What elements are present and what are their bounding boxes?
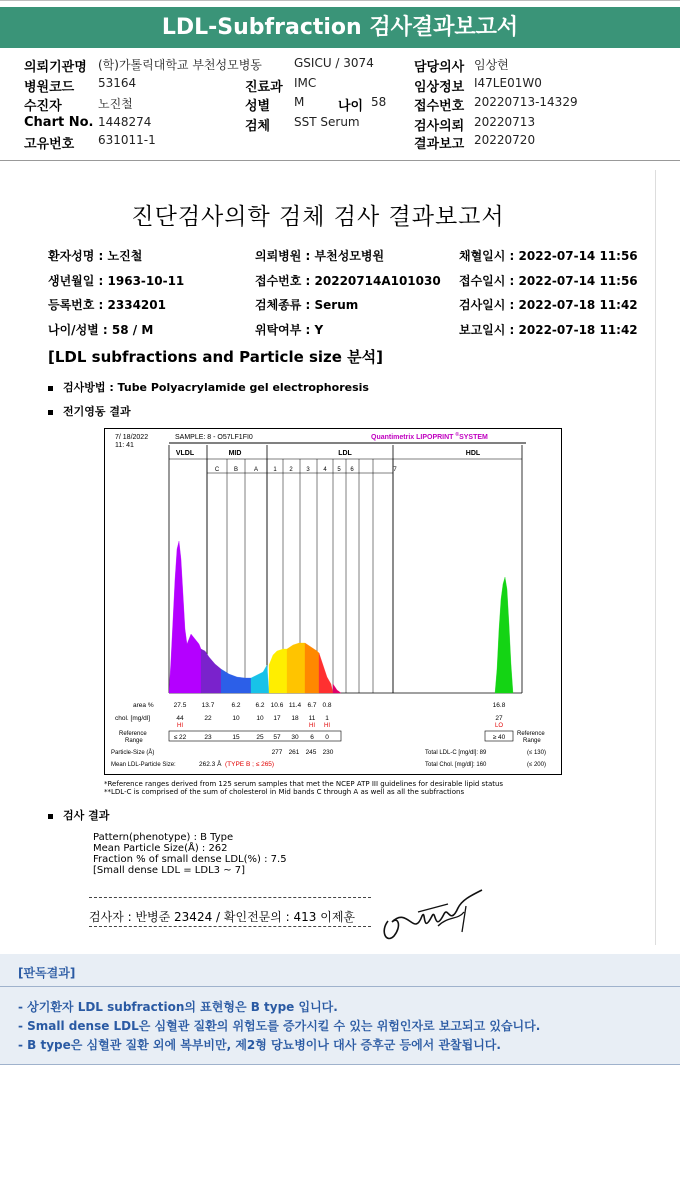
chart-band-label: 1 [273,467,277,473]
header-value: 631011-1 [98,133,156,147]
total-chol: Total Chol. [mg/dl]: 160 [425,762,487,768]
ref-value: 6 [310,734,314,741]
header-value: 노진철 [98,97,133,111]
chart-brand: Quantimetrix LIPOPRINT ®SYSTEM [371,432,488,441]
result-line: Fraction % of small dense LDL(%) : 7.5 [93,854,287,865]
chol-value: 17 [273,715,281,722]
electro-text: 전기영동 결과 [63,405,131,418]
header-value: 임상현 [474,58,509,72]
judgement-title: [판독결과] [18,966,76,980]
mid-c-peak [201,649,221,693]
age-value: 58 [371,95,387,109]
header-label: 병원코드 [24,80,75,95]
ref-label-right: Range [523,738,541,744]
ldl1-peak [269,649,287,693]
age-label: 나이 [338,99,364,114]
header-label: 의뢰기관명 [24,60,87,75]
area-value: 0.8 [322,702,332,709]
divider [0,986,680,987]
particle-size: 277 [271,749,283,756]
area-value: 6.2 [255,702,265,709]
header-value: 20220713-14329 [474,95,578,109]
chol-value: 10 [256,715,264,722]
area-value: 27.5 [173,702,187,709]
header-row [0,133,680,153]
chol-value: 22 [204,715,212,722]
area-value: 6.2 [231,702,241,709]
mean-type: (TYPE B ; ≤ 265) [225,761,275,768]
total-ldl: Total LDL-C [mg/dl]: 89 [425,750,487,756]
header-label: 고유번호 [24,137,75,152]
judgement-line: - Small dense LDL은 심혈관 질환의 위험도를 증가시킬 수 있는 위험인자로 보고되고 있습니다. [18,1019,541,1033]
header-label: 결과보고 [414,137,465,152]
patient-info: 검체종류 : Serum [255,298,359,312]
inspector-line: 검사자 : 반병준 23424 / 확인전문의 : 413 이제훈 [89,910,356,924]
ref-value: ≤ 22 [173,734,187,741]
header-row [0,56,680,76]
ref-value: 30 [291,734,299,741]
patient-info: 접수번호 : 20220714A101030 [255,274,441,288]
header-value: I47LE01W0 [474,76,542,90]
chart-band-label: A [253,467,259,473]
report-sheet [3,170,656,945]
chol-value: 10 [232,715,240,722]
result-heading: 검사 결과 [63,809,110,822]
header-label: Chart No. [24,115,94,130]
header-value: (학)가톨릭대학교 부천성모병동 [98,58,262,72]
patient-info: 등록번호 : 2334201 [48,298,166,312]
chol-flag: HI [177,723,183,729]
patient-info: 나이/성별 : 58 / M [48,323,154,337]
chol-value: 27 [495,715,503,722]
particle-size: 261 [288,749,300,756]
ref-value: 15 [232,734,240,741]
mean-size: 262.3 Å [199,761,222,768]
bullet-icon [48,814,53,819]
chart-band-label: 4 [323,467,327,473]
judgement-line: - B type은 심혈관 질환 외에 복부비만, 제2형 당뇨병이나 대사 증후군 등에서 관찰됩니다. [18,1038,501,1052]
page-title: LDL-Subfraction 검사결과보고서 [0,7,680,48]
header-value: M [294,95,305,109]
divider [89,926,371,927]
chart-group-label: VLDL [175,450,195,457]
chart-band-label: 2 [289,467,293,473]
ref-value: 25 [256,734,264,741]
order-info-header [0,48,680,161]
ldl4-peak [319,653,333,693]
chol-value: 44 [176,715,184,722]
header-label: 검체 [245,119,271,134]
area-value: 11.4 [288,702,302,709]
patient-info: 생년월일 : 1963-10-11 [48,274,185,288]
ref-label-right: Reference [517,731,545,737]
hdl-peak [495,577,513,693]
row-label-chol: chol. [mg/dl] [115,715,151,722]
bullet-icon [48,410,53,415]
header-value: SST Serum [294,115,360,129]
particle-size: 245 [305,749,317,756]
result-bullet [48,807,109,823]
patient-info: 접수일시 : 2022-07-14 11:56 [459,274,638,288]
chart-band-label: 5 [337,467,341,473]
ref-value: 23 [204,734,212,741]
ldl2-peak [287,643,305,693]
total-chol-ref: (≤ 200) [527,762,546,768]
row-label-size: Particle-Size (Å) [111,750,155,756]
result-line: Pattern(phenotype) : B Type [93,832,234,843]
electro-bullet [48,403,131,419]
chart-group-label: HDL [465,450,481,457]
row-label-ref: Range [125,738,143,744]
header-row [0,115,680,135]
header-value: 20220713 [474,115,536,129]
chart-band-label: 6 [350,467,354,473]
chart-sample: SAMPLE: 8 - O57LF1FI0 [175,434,253,441]
ref-value: 0 [325,734,329,741]
ref-value: ≥ 40 [492,734,506,741]
ldl5-peak [333,684,341,693]
header-label: 성별 [245,99,271,114]
chart-group-label: LDL [338,450,352,457]
result-line: [Small dense LDL = LDL3 ~ 7] [93,865,246,876]
signature [378,886,493,946]
chart-band-label: C [214,467,220,473]
chart-svg [105,429,561,774]
mid-b-peak [221,669,251,693]
chart-band-label: 3 [306,467,310,473]
lipoprint-chart [104,428,562,775]
chol-value: 1 [325,715,329,722]
bullet-icon [48,386,53,391]
top-border [0,0,680,7]
footnote: **LDL-C is comprised of the sum of cholesterol in Mid bands C through A as well as all the subfractions [104,788,465,796]
patient-info: 위탁여부 : Y [255,323,324,337]
vldl-peak [169,541,201,693]
chol-flag: HI [324,723,330,729]
patient-info: 채혈일시 : 2022-07-14 11:56 [459,249,638,263]
method-text: 검사방법 : Tube Polyacrylamide gel electrophoresis [63,381,369,394]
total-ldl-ref: (≤ 130) [527,750,546,756]
row-label-ref: Reference [119,731,147,737]
header-value: 20220720 [474,133,536,147]
header-label: 접수번호 [414,99,465,114]
chart-time: 11: 41 [115,442,134,449]
section-title: [LDL subfractions and Particle size 분석] [48,348,384,366]
header-label: 담당의사 [414,60,465,75]
header-value: 1448274 [98,115,152,129]
particle-size: 230 [322,749,334,756]
chol-flag: HI [309,723,315,729]
header-label: 검사의뢰 [414,119,465,134]
result-line: Mean Particle Size(Å) : 262 [93,843,228,854]
divider [0,1064,680,1065]
mid-a-peak [251,665,269,693]
chart-band-label: 7 [393,467,397,473]
chol-value: 11 [308,715,316,722]
report-title: 진단검사의학 검체 검사 결과보고서 [131,204,505,230]
area-value: 10.6 [270,702,284,709]
judgement-line: - 상기환자 LDL subfraction의 표현형은 B type 입니다. [18,1000,338,1014]
header-value: IMC [294,76,317,90]
patient-info: 검사일시 : 2022-07-18 11:42 [459,298,638,312]
area-value: 13.7 [201,702,215,709]
patient-info: 환자성명 : 노진철 [48,249,143,263]
chart-date: 7/ 18/2022 [115,434,149,441]
row-label-area: area % [133,702,154,709]
patient-info: 의뢰병원 : 부천성모병원 [255,249,385,263]
header-value: 53164 [98,76,137,90]
header-label: 수진자 [24,99,62,114]
judgement-panel [0,954,680,1064]
header-value: GSICU / 3074 [294,56,374,70]
header-row [0,76,680,96]
header-label: 임상정보 [414,80,465,95]
divider [89,897,371,898]
patient-info: 보고일시 : 2022-07-18 11:42 [459,323,638,337]
chart-band-label: B [233,467,239,473]
ref-value: 57 [273,734,281,741]
chart-group-label: MID [228,450,242,457]
area-value: 16.8 [492,702,506,709]
area-value: 6.7 [307,702,317,709]
header-label: 진료과 [245,80,283,95]
header-row [0,95,680,115]
footnote: *Reference ranges derived from 125 serum samples that met the NCEP ATP III guidelines for desirable lipid status [104,780,504,788]
ref-box [169,731,341,741]
method-bullet [48,379,369,395]
chol-value: 18 [291,715,299,722]
row-label-mean: Mean LDL-Particle Size: [111,762,176,768]
chol-flag: LO [494,723,504,729]
